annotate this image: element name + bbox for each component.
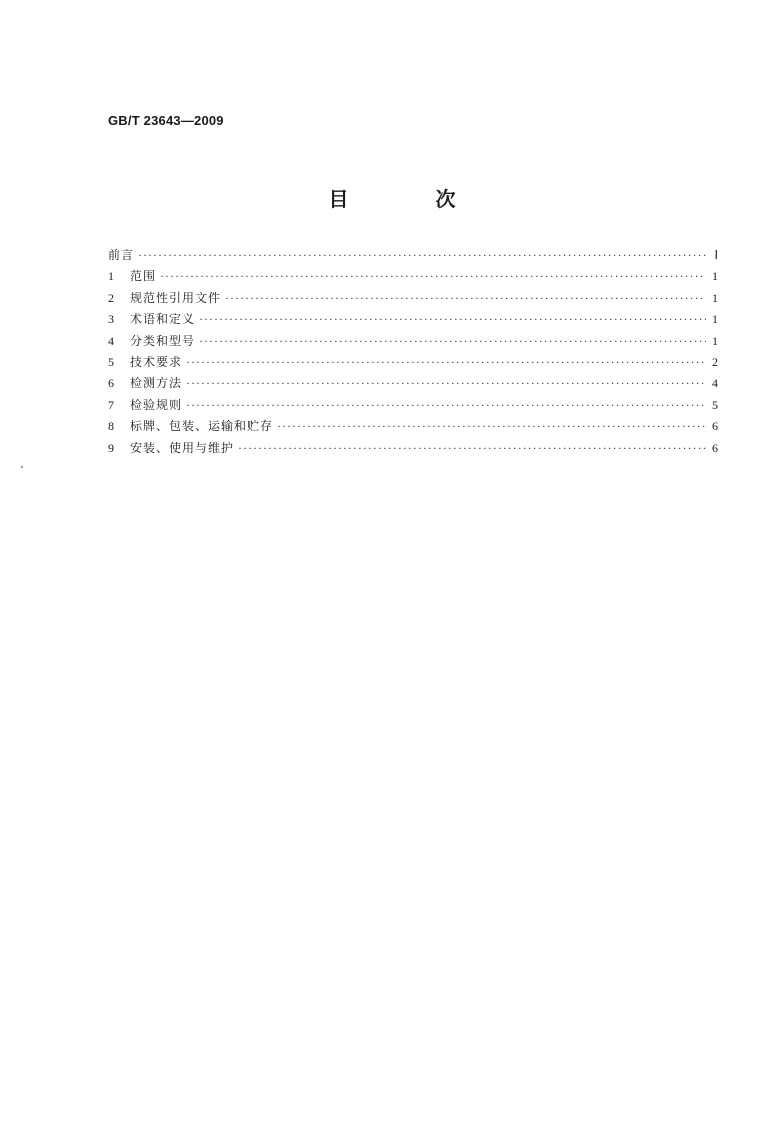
table-of-contents <box>108 246 718 460</box>
toc-entry-number: 6 <box>108 376 114 391</box>
toc-leader-dots <box>277 419 706 434</box>
toc-entry-label: 检测方法 <box>130 376 183 391</box>
toc-entry-label: 安装、使用与维护 <box>130 440 235 455</box>
toc-entry-label: 技术要求 <box>130 354 183 369</box>
toc-entry-1[interactable] <box>108 267 718 288</box>
toc-entry-label: 术语和定义 <box>130 312 196 327</box>
toc-entry-number: 4 <box>108 333 114 348</box>
document-code: GB/T 23643—2009 <box>108 113 224 128</box>
toc-leader-dots <box>138 248 706 263</box>
toc-leader-dots <box>186 398 706 413</box>
scan-speck <box>21 466 23 468</box>
toc-entry-foreword[interactable] <box>108 246 718 267</box>
toc-entry-number: 1 <box>108 269 114 284</box>
toc-entry-number: 9 <box>108 440 114 455</box>
toc-leader-dots <box>186 355 706 370</box>
toc-entry-label: 规范性引用文件 <box>130 290 222 305</box>
toc-entry-label: 检验规则 <box>130 397 183 412</box>
toc-entry-number: 7 <box>108 397 114 412</box>
toc-entry-label: 前言 <box>108 248 135 262</box>
toc-entry-page: 5 <box>712 397 718 412</box>
toc-entry-page: 1 <box>712 290 718 305</box>
toc-entry-8[interactable] <box>108 417 718 438</box>
toc-entry-number: 2 <box>108 290 114 305</box>
toc-entry-3[interactable] <box>108 310 718 331</box>
toc-entry-label: 分类和型号 <box>130 333 196 348</box>
toc-entry-9[interactable] <box>108 439 718 460</box>
toc-leader-dots <box>160 269 706 284</box>
toc-leader-dots <box>238 441 706 456</box>
toc-entry-label: 范围 <box>130 269 157 284</box>
toc-leader-dots <box>225 291 706 306</box>
toc-entry-page: 1 <box>712 269 718 284</box>
toc-entry-number: 5 <box>108 354 114 369</box>
toc-entry-6[interactable] <box>108 374 718 395</box>
toc-entry-label: 标牌、包装、运输和贮存 <box>130 419 274 434</box>
toc-entry-page: Ⅰ <box>714 248 718 262</box>
toc-title: 目 次 <box>328 187 496 211</box>
toc-leader-dots <box>186 376 706 391</box>
toc-entry-2[interactable] <box>108 289 718 310</box>
toc-entry-7[interactable] <box>108 396 718 417</box>
toc-entry-5[interactable] <box>108 353 718 374</box>
toc-entry-number: 8 <box>108 419 114 434</box>
toc-entry-page: 6 <box>712 419 718 434</box>
toc-leader-dots <box>199 312 706 327</box>
toc-entry-page: 6 <box>712 440 718 455</box>
toc-entry-page: 2 <box>712 354 718 369</box>
toc-entry-number: 3 <box>108 312 114 327</box>
toc-entry-4[interactable] <box>108 332 718 353</box>
toc-leader-dots <box>199 334 706 349</box>
toc-entry-page: 1 <box>712 312 718 327</box>
toc-entry-page: 4 <box>712 376 718 391</box>
toc-entry-page: 1 <box>712 333 718 348</box>
